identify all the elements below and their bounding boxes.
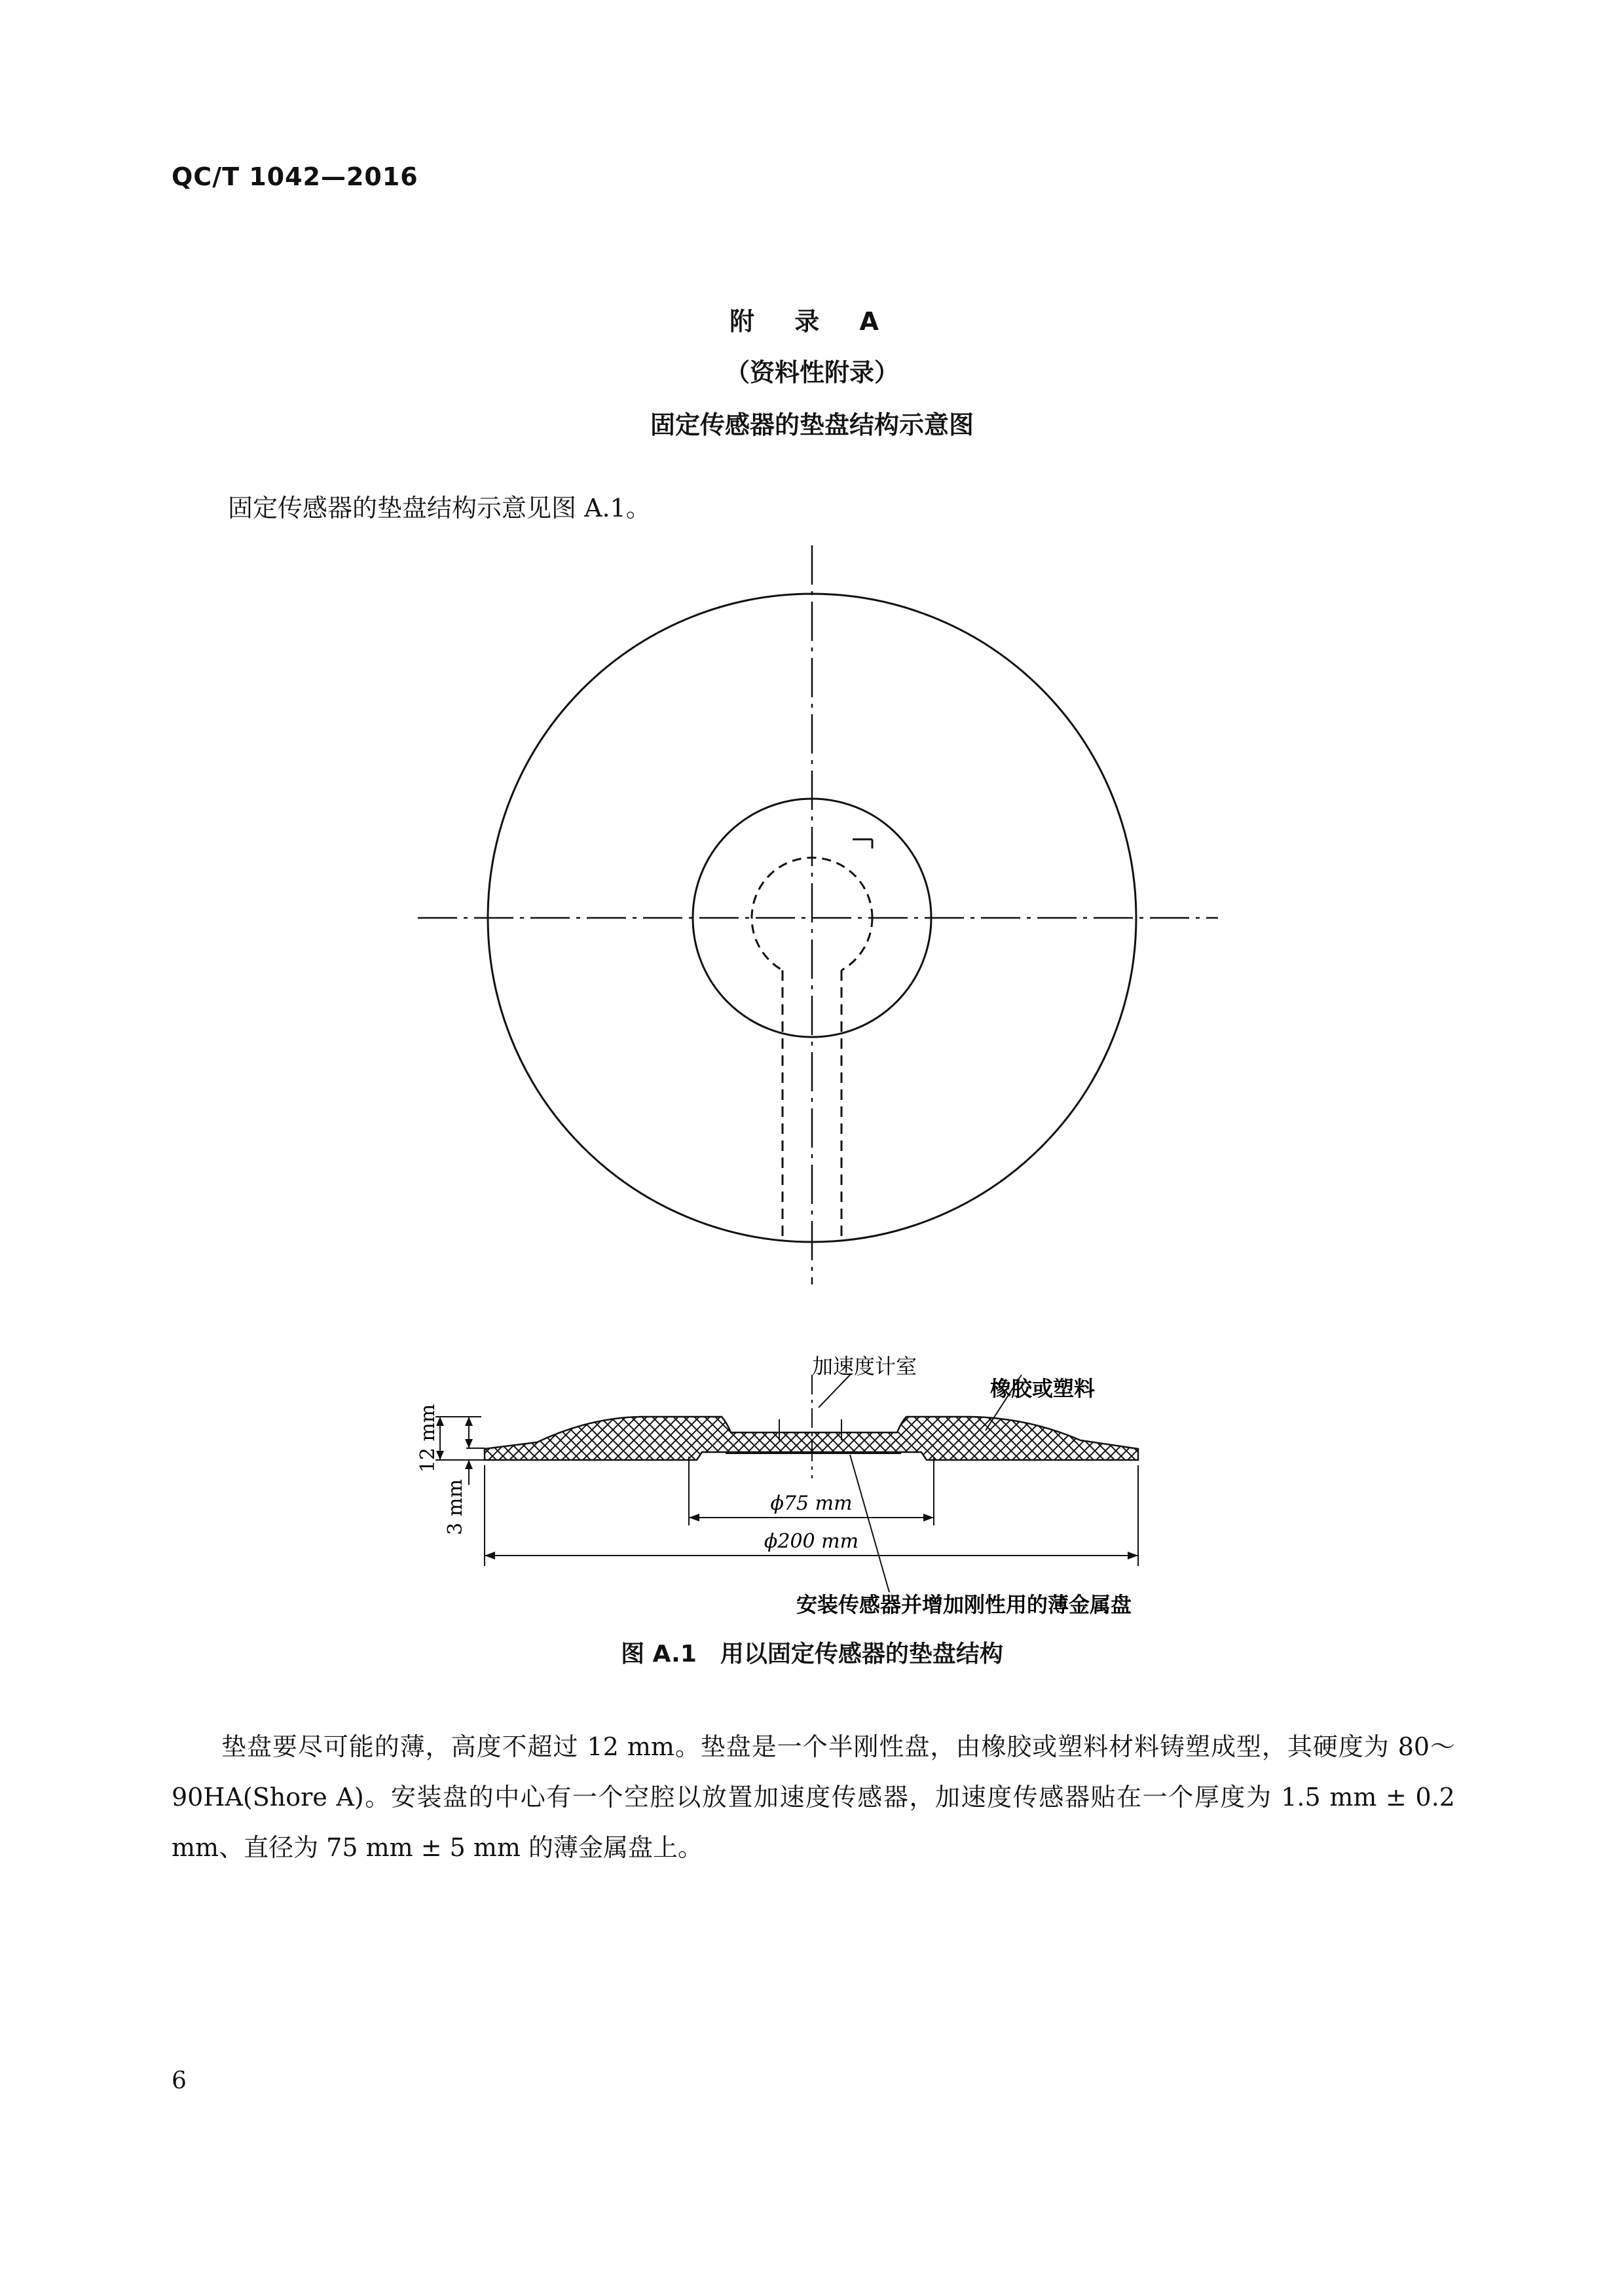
label-metal-disc: 安装传感器并增加刚性用的薄金属盘 xyxy=(796,1592,1132,1617)
figure-caption: 图 A.1 用以固定传感器的垫盘结构 xyxy=(621,1641,1003,1667)
annex-title: 附 录 A xyxy=(729,307,895,336)
annex-type: （资料性附录） xyxy=(724,358,899,387)
annex-name: 固定传感器的垫盘结构示意图 xyxy=(650,410,974,439)
label-dia-200: ϕ200 mm xyxy=(764,1530,859,1553)
intro-paragraph: 固定传感器的垫盘结构示意见图 A.1。 xyxy=(228,494,651,522)
page-number: 6 xyxy=(172,2068,187,2094)
label-accelerometer-chamber: 加速度计室 xyxy=(811,1354,917,1379)
label-height-12: 12 mm xyxy=(416,1404,439,1473)
standard-code: QC/T 1042—2016 xyxy=(172,162,418,191)
body-paragraph: 垫盘要尽可能的薄，高度不超过 12 mm。垫盘是一个半刚性盘，由橡胶或塑料材料铸塑成型，其硬度为 80～90HA(Shore A)。安装盘的中心有一个空腔以放置加速度传感器，加速度传感器贴在一个厚度为 1.5 mm ± 0.2 mm、直径为 75 mm ± 5 mm 的薄金属盘上。 xyxy=(172,1732,1455,1862)
label-height-3: 3 mm xyxy=(444,1479,467,1535)
label-rubber-or-plastic: 橡胶或塑料 xyxy=(989,1376,1096,1401)
plan-view xyxy=(418,545,1218,1285)
section-view xyxy=(435,1374,1138,1592)
label-dia-75: ϕ75 mm xyxy=(770,1492,853,1515)
